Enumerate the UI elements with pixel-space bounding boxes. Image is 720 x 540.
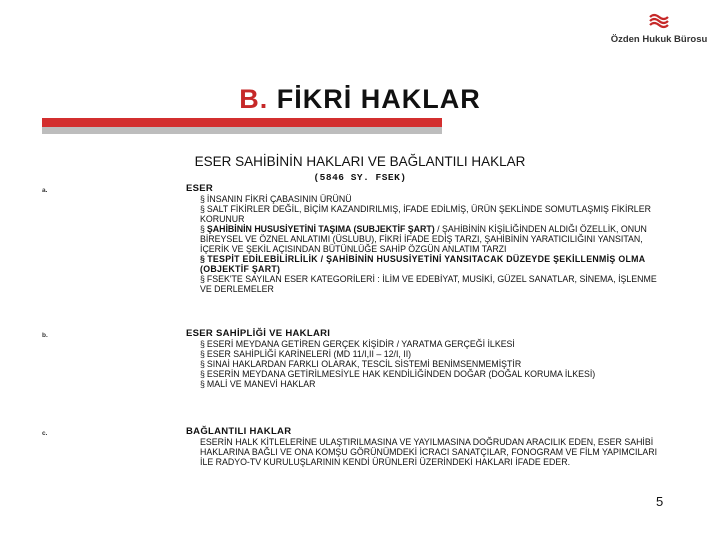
bullet-icon: § <box>200 194 205 204</box>
section-c-text: ESERİN HALK KİTLELERİNE ULAŞTIRILMASINA VE YAYILMASINA DOĞRUDAN ARACILIK EDEN, ESER SAHİBİ HAKLARINA BAĞLI VE ONA KOMŞU GÖRÜNÜMDEKİ İCRACI SANATÇILAR, FONOGRAM VE FİLM YAPIMCILARI İLE RADYO-TV KURULUŞLARININ KENDİ ÜRÜNLERİ ÜZERİNDEKİ HAKLARI İFADE EDER. <box>200 437 658 467</box>
section-a-marker: a. <box>42 187 48 194</box>
bullet-icon: § <box>200 339 205 349</box>
section-a-title: ESER <box>186 183 214 194</box>
bullet-icon: § <box>200 254 206 264</box>
law-reference: (5846 SY. FSEK) <box>313 172 407 183</box>
section-c-marker: c. <box>42 430 48 437</box>
list-item: § SALT FİKİRLER DEĞİL, BİÇİM KAZANDIRILMIŞ, İFADE EDİLMİŞ, ÜRÜN ŞEKLİNDE SOMUTLAŞMIŞ FİKİRLER KORUNUR <box>200 204 651 224</box>
section-b-title: ESER SAHİPLİĞİ VE HAKLARI <box>186 328 331 339</box>
slide-subtitle: ESER SAHİBİNİN HAKLARI VE BAĞLANTILI HAKLAR <box>194 154 526 169</box>
bullet-icon: § <box>200 379 205 389</box>
title-underline-red <box>42 118 442 127</box>
list-item: § MALİ VE MANEVİ HAKLAR <box>200 379 316 389</box>
section-a <box>186 183 666 294</box>
bullet-icon: § <box>200 359 205 369</box>
bullet-icon: § <box>200 224 205 234</box>
list-item: § ŞAHİBİNİN HUSUSİYETİNİ TAŞIMA (SUBJEKTİF ŞART) / ŞAHİBİNİN KİŞİLİĞİNDEN ALDIĞI ÖZELLİK, ONUN BİREYSEL VE ÖZNEL ANLATIMI (ÜSLUBU), FİKRİ İFADE EDİŞ TARZI, ŞAHİBİNİN YARATICILIĞINI YANSITAN, İÇERİK VE ŞEKİL AÇISINDAN BÜTÜNLÜĞE SAHİP ÖZGÜN ANLATIM TARZI <box>200 224 647 254</box>
list-item: § ESERİ MEYDANA GETİREN GERÇEK KİŞİDİR / YARATMA GERÇEĞİ İLKESİ <box>200 339 515 349</box>
list-item: § TESPİT EDİLEBİLİRLİLİK / ŞAHİBİNİN HUSUSİYETİNİ YANSITACAK DÜZEYDE ŞEKİLLENMİŞ OLMA (OBJEKTİF ŞART) <box>200 254 646 274</box>
section-b-marker: b. <box>42 332 48 339</box>
title-prefix: B. <box>239 84 269 114</box>
logo-text: Özden Hukuk Bürosu <box>610 34 708 45</box>
slide-title <box>0 84 720 115</box>
company-logo <box>604 12 714 46</box>
list-item: § ESER SAHİPLİĞİ KARİNELERİ (MD 11/I,II – 12/I, II) <box>200 349 412 359</box>
list-item: § SINAİ HAKLARDAN FARKLI OLARAK, TESCİL SİSTEMİ BENİMSENMEMİŞTİR <box>200 359 522 369</box>
bullet-icon: § <box>200 274 205 284</box>
bullet-icon: § <box>200 369 205 379</box>
title-text: FİKRİ HAKLAR <box>276 84 481 114</box>
bullet-icon: § <box>200 349 205 359</box>
list-item: § ESERİN MEYDANA GETİRİLMESİYLE HAK KENDİLİĞİNDEN DOĞAR (DOĞAL KORUMA İLKESİ) <box>200 369 596 379</box>
section-c <box>186 426 666 467</box>
list-item: § FSEK'TE SAYILAN ESER KATEGORİLERİ : İLİM VE EDEBİYAT, MUSİKİ, GÜZEL SANATLAR, SİNEMA, İŞLENME VE DERLEMELER <box>200 274 657 294</box>
section-c-title: BAĞLANTILI HAKLAR <box>186 426 292 437</box>
bullet-icon: § <box>200 204 205 214</box>
logo-mark-icon <box>648 12 670 30</box>
list-item: § İNSANIN FİKRİ ÇABASININ ÜRÜNÜ <box>200 194 352 204</box>
page-number: 5 <box>656 494 664 509</box>
section-b <box>186 328 666 389</box>
title-underline-grey <box>42 127 442 134</box>
